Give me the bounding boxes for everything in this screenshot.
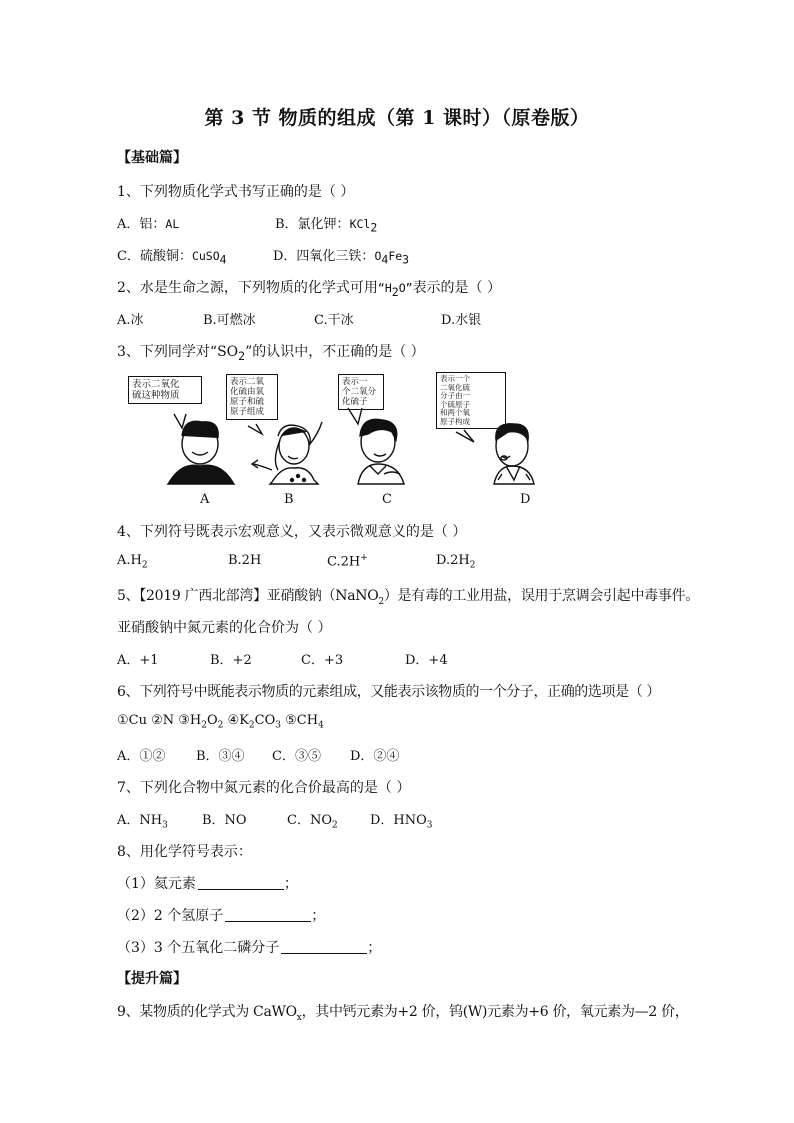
question-7-option-c: C．$NO_2$ — [287, 813, 338, 831]
question-8-stem: 8、用化学符号表示： — [117, 844, 252, 860]
question-2-option-a: A.冰 — [117, 313, 144, 328]
question-5-option-b: B．+2 — [210, 653, 252, 668]
question-4-option-a: $A.H_2$ — [117, 553, 148, 571]
question-7-option-b: B．NO — [202, 813, 247, 828]
question-2-stem: 2、水是生命之源，下列物质的化学式可用“$H_2O$”表示的是（ ） — [117, 280, 502, 299]
answer-blank-2[interactable] — [225, 909, 311, 922]
question-5-option-a: A．+1 — [117, 653, 159, 668]
question-7-option-d: D．$HNO_3$ — [370, 813, 433, 831]
question-4-option-d: $D.2H_2$ — [436, 553, 476, 571]
question-6-option-a: A．①② — [117, 749, 166, 764]
question-7-stem: 7、下列化合物中氮元素的化合价最高的是（ ） — [117, 780, 411, 796]
question-4-stem: 4、下列符号既表示宏观意义，又表示微观意义的是（ ） — [117, 524, 467, 540]
speech-bubble-c: 表示一 个二氧分 化硫子 — [338, 374, 384, 410]
question-5-option-c: C．+3 — [301, 653, 344, 668]
figure-label-d: D — [520, 492, 531, 507]
question-2-option-b: B.可燃冰 — [203, 313, 256, 328]
question-6-option-b: B．③④ — [196, 749, 245, 764]
page-title: 第 3 节 物质的组成（第 1 课时）（原卷版） — [204, 107, 590, 129]
students-illustration — [122, 370, 562, 512]
question-6-stem: 6、下列符号中既能表示物质的元素组成，又能表示该物质的一个分子，正确的选项是（ ） — [117, 684, 660, 700]
figure-label-c: C — [382, 492, 392, 507]
figure-label-a: A — [200, 492, 210, 507]
question-1-option-a: A．铝：AL — [117, 217, 180, 232]
question-8-part-3: （3）3 个五氧化二磷分子 ； — [117, 940, 382, 956]
question-6-option-c: C．③⑤ — [272, 749, 321, 764]
question-4-option-b: B.2H — [228, 553, 262, 568]
question-8-part-2: （2）2 个氢原子 ； — [117, 908, 326, 924]
speech-bubble-a: 表示二氧化 硫这种物质 — [128, 376, 202, 404]
question-6-option-d: D．②④ — [350, 749, 400, 764]
speech-bubble-b: 表示二氧 化硫由氧 原子和硫 原子组成 — [226, 374, 278, 420]
question-5-stem-line-2: 亚硝酸钠中氮元素的化合价为（ ） — [117, 620, 332, 636]
answer-blank-3[interactable] — [281, 941, 367, 954]
question-9-stem: 9、某物质的化学式为 CaWO$_x$，其中钙元素为+2 价，钨(W)元素为+6 价，氧元素为—2 价， — [117, 1004, 689, 1023]
question-1-option-d: D．四氧化三铁：$O_4Fe_3$ — [273, 249, 410, 267]
section-advanced-heading: 【提升篇】 — [117, 971, 187, 987]
answer-blank-1[interactable] — [198, 877, 284, 890]
question-8-part-1: （1）氦元素 ； — [117, 876, 298, 892]
question-1-option-b: B．氯化钾：KCl$_2$ — [275, 217, 378, 235]
question-2-option-c: C.干冰 — [314, 313, 354, 328]
figure-label-b: B — [284, 492, 294, 507]
question-1-stem: 1、下列物质化学式书写正确的是（ ） — [117, 184, 355, 200]
question-2-option-d: D.水银 — [441, 313, 482, 328]
students-drawing — [122, 370, 562, 512]
section-basic-heading: 【基础篇】 — [117, 150, 187, 166]
question-3-stem: 3、下列同学对“$SO_2$”的认识中，不正确的是（ ） — [117, 344, 425, 363]
question-5-option-d: D．+4 — [405, 653, 448, 668]
question-4-option-c: C.2H+ — [327, 553, 368, 570]
question-5-stem-line-1: 5、【2019 广西北部湾】亚硝酸钠（NaNO$_2$）是有毒的工业用盐，误用于烹调会引起中毒事件。 — [117, 588, 699, 607]
speech-bubble-d: 表示一个 二氧化硫 分子由一 个硫原子 和两个氧 原子构成 — [436, 372, 506, 429]
question-7-option-a: A．$NH_3$ — [117, 813, 168, 831]
question-1-option-c: C．硫酸铜：CuSO$_4$ — [117, 249, 227, 267]
question-6-items: ①Cu ②N $③H_2O_2$ $④K_2CO_3$ $⑤CH_4$ — [117, 713, 324, 731]
